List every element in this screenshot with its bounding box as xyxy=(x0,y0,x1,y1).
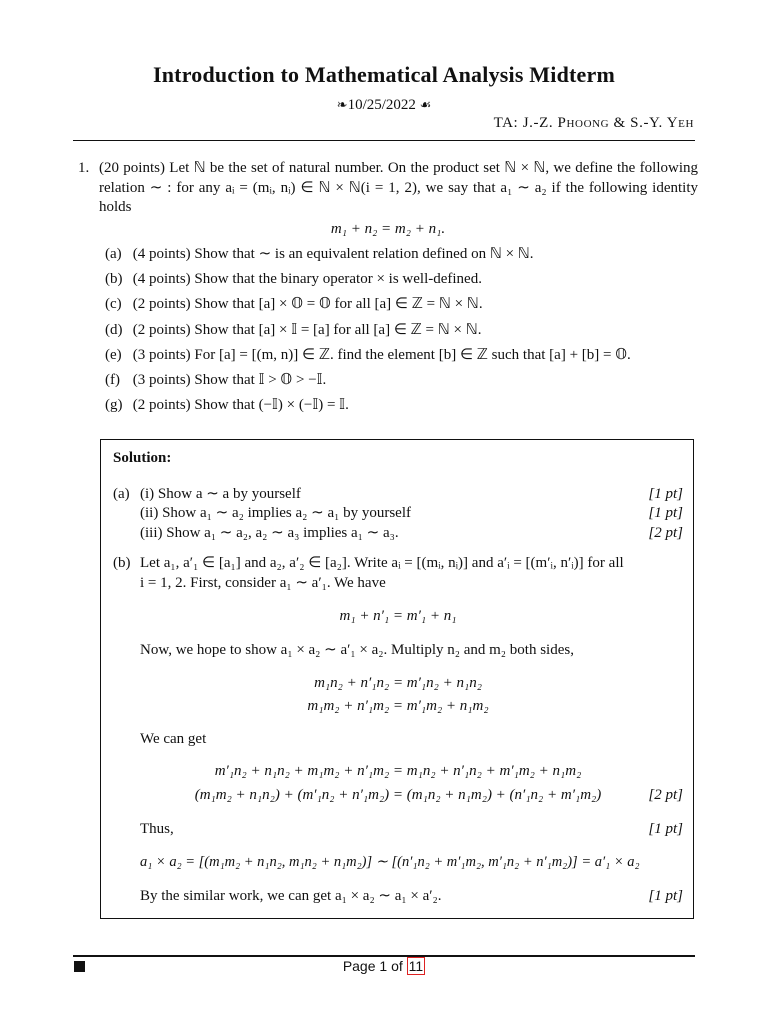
page-footer xyxy=(0,958,768,974)
equation-1: m₁ + n′₁ = m′₁ + n₁ xyxy=(339,608,457,624)
points-badge: [2 pt] xyxy=(648,787,683,803)
we-can-get-text: We can get xyxy=(140,731,207,747)
exam-date xyxy=(0,97,768,114)
part-text: (2 points) Show that (−𝕀) × (−𝕀) = 𝕀. xyxy=(132,397,349,414)
points-badge: [1 pt] xyxy=(648,820,683,837)
header-divider xyxy=(73,140,695,141)
part-c xyxy=(105,295,631,320)
item-text: (i) Show a ∼ a by yourself xyxy=(140,485,301,502)
line-text: Let a₁, a′₁ ∈ [a₁] and a₂, a′₂ ∈ [a₂]. Write aᵢ = [(mᵢ, nᵢ)] and a′ᵢ = [(m′ᵢ, n′ᵢ)] for all xyxy=(140,555,624,571)
equation-3a: m′₁n₂ + n₁n₂ + m₁m₂ + n′₁m₂ = m₁n₂ + n′₁n₂ + m′₁m₂ + n₁m₂ xyxy=(214,762,582,779)
page-prefix: Page 1 of xyxy=(342,958,403,974)
date-text: 10/25/2022 xyxy=(347,97,416,113)
part-a xyxy=(105,245,631,270)
question-number: 1. xyxy=(78,160,90,176)
ta-names: J.-Z. Phoong & S.-Y. Yeh xyxy=(522,115,694,131)
item-text: (ii) Show a₁ ∼ a₂ implies a₂ ∼ a₁ by yourself xyxy=(140,505,412,521)
part-g xyxy=(105,396,631,421)
solution-a-item-1 xyxy=(113,485,683,505)
solution-box xyxy=(100,439,694,919)
points-badge: [2 pt] xyxy=(648,524,683,541)
part-label: (d) xyxy=(105,321,123,338)
part-e xyxy=(105,346,631,371)
page-total-link[interactable]: 11 xyxy=(408,958,424,974)
now-text: Now, we hope to show a₁ × a₂ ∼ a′₁ × a₂. Multiply n₂ and m₂ both sides, xyxy=(140,641,574,658)
part-text: (3 points) Show that 𝕀 > 𝕆 > −𝕀. xyxy=(132,371,327,388)
question-1 xyxy=(78,159,698,245)
part-label: (b) xyxy=(105,271,123,288)
part-f xyxy=(105,371,631,396)
part-text: (4 points) Show that the binary operator × is well-defined. xyxy=(132,271,482,288)
part-text: (2 points) Show that [a] × 𝕀 = [a] for all [a] ∈ ℤ = ℕ × ℕ. xyxy=(132,321,482,338)
points-badge: [1 pt] xyxy=(648,485,683,502)
part-d xyxy=(105,321,631,346)
part-label: (e) xyxy=(105,346,122,363)
points-badge: [1 pt] xyxy=(648,505,683,521)
ta-prefix: TA: xyxy=(493,115,519,131)
solution-b-line-2: i = 1, 2. First, consider a₁ ∼ a′₁. We have xyxy=(140,574,386,591)
thus-row xyxy=(140,820,683,840)
equation-3b-row xyxy=(113,786,683,806)
footer-divider xyxy=(73,955,695,957)
equation-2a: m₁n₂ + n′₁n₂ = m′₁n₂ + n₁n₂ xyxy=(314,675,482,691)
solution-b-line-1 xyxy=(113,554,683,574)
part-text: (2 points) Show that [a] × 𝕆 = 𝕆 for all [a] ∈ ℤ = ℕ × ℕ. xyxy=(132,296,483,313)
solution-title: Solution: xyxy=(113,450,172,466)
equation-3b: (m₁m₂ + n₁n₂) + (m′₁n₂ + n′₁m₂) = (m₁n₂ + n₁m₂) + (n′₁n₂ + m′₁m₂) xyxy=(194,787,602,803)
equation-4: a₁ × a₂ = [(m₁m₂ + n₁n₂, m₁n₂ + n₁m₂)] ∼ [(n′₁n₂ + m′₁m₂, m′₁n₂ + n′₁m₂)] = a′₁ × a₂ xyxy=(140,854,640,870)
part-label: (a) xyxy=(105,246,122,262)
part-label: (c) xyxy=(105,296,122,313)
decorative-right-icon: ☙ xyxy=(419,97,432,112)
similar-row xyxy=(140,887,683,907)
solution-content xyxy=(113,449,683,906)
part-text: (4 points) Show that ∼ is an equivalent relation defined on ℕ × ℕ. xyxy=(132,246,534,262)
question-parts xyxy=(105,245,631,421)
question-intro: (20 points) Let ℕ be the set of natural number. On the product set ℕ × ℕ, we define the following relation ∼ : for any aᵢ = (mᵢ, nᵢ) ∈ ℕ × ℕ(i = 1, 2), we say that a₁ ∼ a₂ if the following identity holds xyxy=(99,160,698,215)
decorative-left-icon: ❧ xyxy=(336,97,348,112)
identity-equation: m₁ + n₂ = m₂ + n₁. xyxy=(330,220,446,237)
item-text: (iii) Show a₁ ∼ a₂, a₂ ∼ a₃ implies a₁ ∼ a₃. xyxy=(140,524,399,541)
solution-a-item-3 xyxy=(140,524,683,544)
solution-a-label: (a) xyxy=(113,485,130,502)
part-b xyxy=(105,270,631,295)
points-badge: [1 pt] xyxy=(648,887,683,904)
ta-line xyxy=(494,115,694,132)
page-title: Introduction to Mathematical Analysis Midterm xyxy=(152,62,615,87)
part-label: (f) xyxy=(105,371,120,388)
part-text: (3 points) For [a] = [(m, n)] ∈ ℤ. find the element [b] ∈ ℤ such that [a] + [b] = 𝕆. xyxy=(132,346,631,363)
equation-2b: m₁m₂ + n′₁m₂ = m′₁m₂ + n₁m₂ xyxy=(307,697,489,714)
similar-text: By the similar work, we can get a₁ × a₂ ∼ a₁ × a′₂. xyxy=(140,887,442,904)
part-label: (g) xyxy=(105,397,123,414)
solution-a-item-2 xyxy=(140,504,683,524)
solution-b-label: (b) xyxy=(113,555,131,571)
thus-text: Thus, xyxy=(140,820,174,837)
